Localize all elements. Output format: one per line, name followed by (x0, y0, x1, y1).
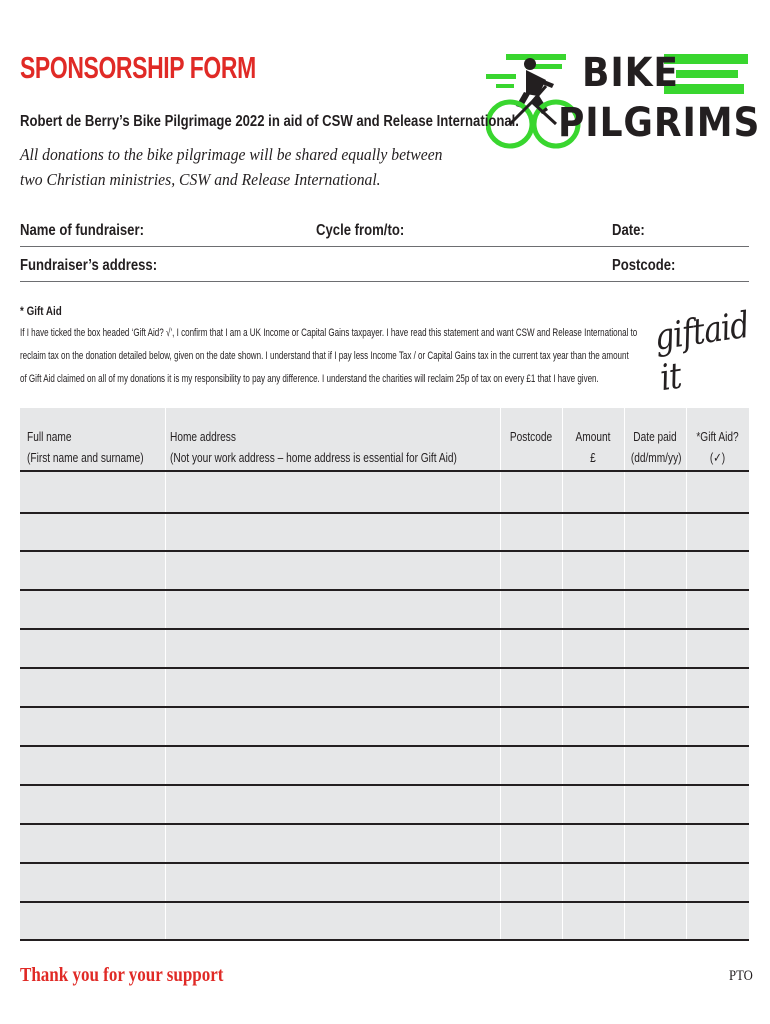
field-divider (20, 281, 749, 282)
fundraiser-name-field: Name of fundraiser: (20, 222, 144, 239)
gift-aid-heading: * Gift Aid (20, 304, 62, 318)
row-separator (20, 745, 749, 747)
gift-aid-declaration-line-2: reclaim tax on the donation detailed below, given on the date shown. I understand that if I pay less Income Tax / or Capital Gains tax in the current tax year than the amount (20, 350, 629, 362)
logo-word-pilgrims: PILGRIMS (558, 100, 761, 146)
row-separator (20, 512, 749, 514)
thank-you-message: Thank you for your support (20, 964, 224, 986)
home-address-header: Home address (170, 429, 236, 444)
row-separator (20, 550, 749, 552)
row-separator (20, 706, 749, 708)
donation-note-line-1: All donations to the bike pilgrimage will be shared equally between (20, 145, 443, 164)
row-separator (20, 470, 749, 472)
row-separator (20, 589, 749, 591)
logo-word-bike: BIKE (582, 50, 679, 96)
form-subtitle: Robert de Berry’s Bike Pilgrimage 2022 in aid of CSW and Release International. (20, 113, 519, 130)
postcode-header: Postcode (509, 429, 553, 444)
amount-header: Amount (575, 429, 611, 444)
gift-aid-declaration-line-1: If I have ticked the box headed ‘Gift Aid? √’, I confirm that I am a UK Income or Capital Gains taxpayer. I have read this statement and want CSW and Release International to (20, 327, 638, 339)
bike-pilgrims-logo (486, 50, 761, 154)
fundraiser-address-field: Fundraiser’s address: (20, 257, 158, 274)
gift-aid-header: *Gift Aid? (696, 429, 739, 444)
fullname-subheader: (First name and surname) (27, 450, 144, 465)
postcode-field: Postcode: (612, 257, 676, 274)
gift-aid-tick-label: (✓) (709, 450, 726, 465)
gift-aid-logo: giftaid it (652, 304, 752, 400)
field-divider (20, 246, 749, 247)
please-turn-over: PTO (729, 968, 753, 984)
fullname-header: Full name (27, 429, 72, 444)
cycle-route-field: Cycle from/to: (316, 222, 405, 239)
amount-currency-label: £ (590, 450, 596, 465)
form-title: SPONSORSHIP FORM (20, 50, 256, 85)
row-separator (20, 823, 749, 825)
row-separator (20, 862, 749, 864)
row-separator (20, 901, 749, 903)
date-format-label: (dd/mm/yy) (630, 450, 682, 465)
gift-aid-declaration-line-3: of Gift Aid claimed on all of my donations it is my responsibility to pay any difference. I understand the charities will reclaim 25p of tax on every £1 that I have given. (20, 373, 599, 385)
row-separator (20, 667, 749, 669)
row-separator (20, 628, 749, 630)
date-field: Date: (612, 222, 645, 239)
home-address-subheader: (Not your work address – home address is essential for Gift Aid) (170, 450, 457, 465)
row-separator (20, 784, 749, 786)
date-paid-header: Date paid (633, 429, 677, 444)
row-separator (20, 939, 749, 941)
donations-table (20, 408, 749, 941)
donation-note-line-2: two Christian ministries, CSW and Release International. (20, 170, 381, 189)
